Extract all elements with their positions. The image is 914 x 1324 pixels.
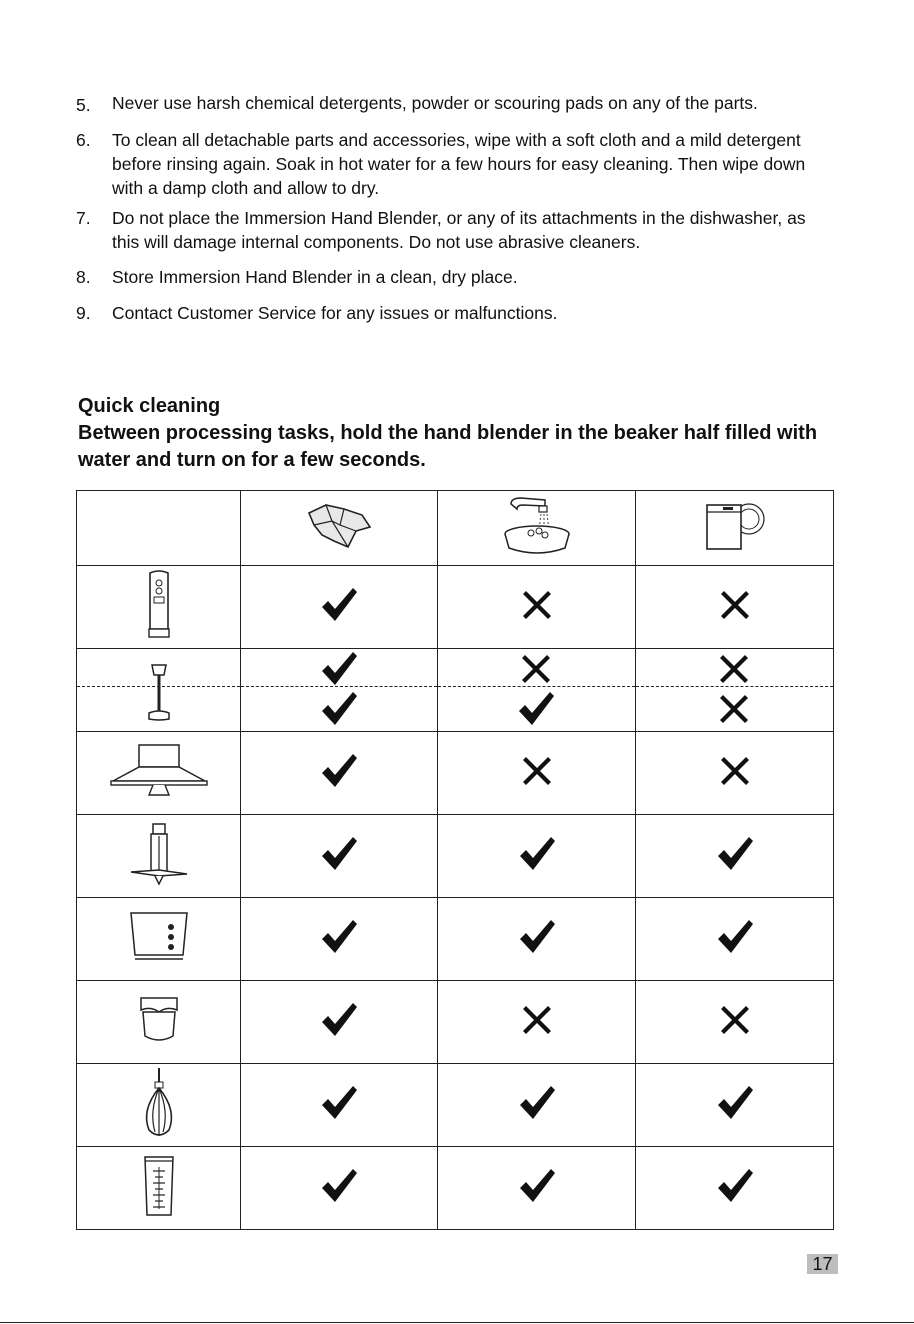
mark-cell bbox=[636, 732, 834, 815]
table-row bbox=[77, 1147, 834, 1230]
check-icon bbox=[715, 834, 755, 874]
table-row bbox=[77, 898, 834, 981]
table-row bbox=[77, 649, 834, 732]
check-icon bbox=[319, 1083, 359, 1123]
chopper-lid-icon bbox=[109, 741, 209, 801]
mark-cell bbox=[241, 898, 438, 981]
item-number: 5. bbox=[76, 95, 91, 115]
part-cell bbox=[77, 815, 241, 898]
mark-cell bbox=[636, 981, 834, 1064]
header-cell-cloth bbox=[241, 491, 438, 566]
mark-cell bbox=[636, 898, 834, 981]
check-icon bbox=[517, 1083, 557, 1123]
item-text: Never use harsh chemical detergents, powder or scouring pads on any of the parts. bbox=[112, 93, 758, 113]
motor-unit-icon bbox=[144, 569, 174, 641]
mark-cell bbox=[636, 649, 834, 732]
item-number: 7. bbox=[76, 208, 91, 228]
empty-header-cell bbox=[77, 491, 241, 566]
bottom-rule bbox=[0, 1322, 914, 1323]
check-icon bbox=[517, 1166, 557, 1206]
mark-cell bbox=[438, 566, 636, 649]
check-icon bbox=[517, 834, 557, 874]
list-item bbox=[76, 206, 816, 254]
whisk-adapter-icon bbox=[137, 994, 181, 1046]
dishwasher-icon bbox=[703, 501, 767, 551]
cross-icon bbox=[517, 1000, 557, 1040]
page-number: 17 bbox=[807, 1254, 838, 1274]
item-number: 6. bbox=[76, 130, 91, 150]
cloth-icon bbox=[304, 501, 374, 551]
mark-split bbox=[438, 649, 635, 731]
cross-icon bbox=[517, 751, 557, 791]
part-split bbox=[77, 649, 240, 731]
rinse-water-icon bbox=[501, 496, 573, 556]
quick-cleaning-section bbox=[78, 393, 868, 474]
mark-cell bbox=[241, 566, 438, 649]
mark-split bbox=[636, 649, 833, 731]
mark-cell bbox=[636, 566, 834, 649]
check-icon bbox=[319, 1000, 359, 1040]
check-icon bbox=[517, 917, 557, 957]
chopper-bowl-icon bbox=[127, 909, 191, 965]
whisk-icon bbox=[139, 1066, 179, 1140]
item-number: 9. bbox=[76, 303, 91, 323]
check-icon bbox=[715, 1083, 755, 1123]
check-icon bbox=[319, 649, 359, 689]
check-icon bbox=[319, 751, 359, 791]
part-cell bbox=[77, 732, 241, 815]
check-icon bbox=[516, 689, 556, 729]
mark-cell bbox=[438, 815, 636, 898]
table-row bbox=[77, 981, 834, 1064]
list-item bbox=[76, 265, 816, 289]
cleaning-table bbox=[76, 490, 834, 1230]
cross-icon bbox=[714, 689, 754, 729]
list-item bbox=[76, 93, 816, 117]
cross-icon bbox=[715, 1000, 755, 1040]
item-text: Do not place the Immersion Hand Blender, or any of its attachments in the dishwasher, as this will damage internal components. Do not use abrasive cleaners. bbox=[112, 208, 806, 252]
check-icon bbox=[715, 1166, 755, 1206]
quick-cleaning-title: Quick cleaning bbox=[78, 395, 221, 417]
item-text: Store Immersion Hand Blender in a clean, dry place. bbox=[112, 267, 518, 287]
check-icon bbox=[319, 834, 359, 874]
check-icon bbox=[319, 689, 359, 729]
cross-icon bbox=[715, 751, 755, 791]
table-header-row bbox=[77, 491, 834, 566]
table-row bbox=[77, 815, 834, 898]
instruction-list bbox=[76, 93, 816, 325]
mark-cell bbox=[241, 732, 438, 815]
mark-cell bbox=[438, 732, 636, 815]
list-item bbox=[76, 301, 816, 325]
mark-cell bbox=[438, 898, 636, 981]
table-row bbox=[77, 732, 834, 815]
part-cell bbox=[77, 898, 241, 981]
mark-cell bbox=[636, 1147, 834, 1230]
mark-cell bbox=[636, 815, 834, 898]
part-cell bbox=[77, 649, 241, 732]
beaker-icon bbox=[141, 1153, 177, 1219]
part-cell bbox=[77, 566, 241, 649]
item-text: Contact Customer Service for any issues or malfunctions. bbox=[112, 303, 558, 323]
cross-icon bbox=[714, 649, 754, 689]
chopper-blade-icon bbox=[129, 822, 189, 886]
header-cell-rinse bbox=[438, 491, 636, 566]
blending-shaft-icon bbox=[144, 663, 174, 725]
mark-cell bbox=[241, 1064, 438, 1147]
check-icon bbox=[319, 917, 359, 957]
cross-icon bbox=[517, 585, 557, 625]
quick-cleaning-text: Between processing tasks, hold the hand blender in the beaker half filled with water and turn on for a few seconds. bbox=[78, 422, 818, 471]
mark-cell bbox=[636, 1064, 834, 1147]
mark-cell bbox=[438, 1064, 636, 1147]
part-cell bbox=[77, 1147, 241, 1230]
mark-split bbox=[241, 649, 437, 731]
mark-cell bbox=[241, 649, 438, 732]
check-icon bbox=[319, 1166, 359, 1206]
check-icon bbox=[715, 917, 755, 957]
header-cell-dishwasher bbox=[636, 491, 834, 566]
check-icon bbox=[319, 585, 359, 625]
cross-icon bbox=[715, 585, 755, 625]
part-cell bbox=[77, 981, 241, 1064]
part-cell bbox=[77, 1064, 241, 1147]
item-text: To clean all detachable parts and accessories, wipe with a soft cloth and a mild detergent before rinsing again. Soak in hot water for a few hours for easy cleaning. Then wipe down with a damp cloth and allow to dry. bbox=[112, 130, 806, 198]
mark-cell bbox=[438, 981, 636, 1064]
mark-cell bbox=[241, 1147, 438, 1230]
mark-cell bbox=[438, 1147, 636, 1230]
mark-cell bbox=[241, 815, 438, 898]
table-row bbox=[77, 566, 834, 649]
mark-cell bbox=[438, 649, 636, 732]
mark-cell bbox=[241, 981, 438, 1064]
table-row bbox=[77, 1064, 834, 1147]
list-item bbox=[76, 128, 816, 200]
item-number: 8. bbox=[76, 267, 91, 287]
cross-icon bbox=[516, 649, 556, 689]
